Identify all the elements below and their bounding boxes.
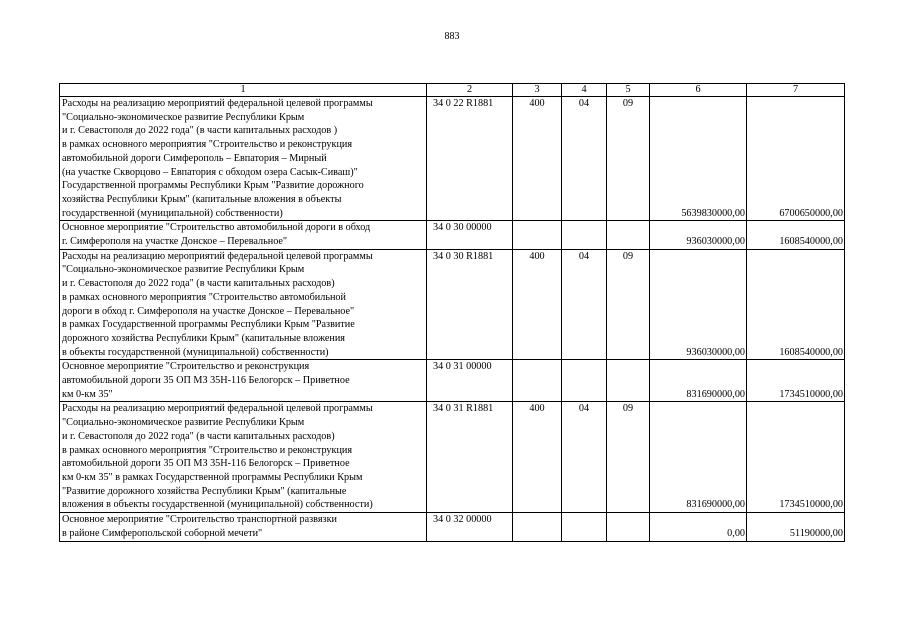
row-code-cell: 34 0 22 R1881 [427, 97, 513, 221]
row-section-cell [562, 360, 607, 402]
column-header-5: 5 [607, 84, 650, 97]
row-section-cell: 04 [562, 97, 607, 221]
row-amount-7-cell: 1608540000,00 [747, 221, 845, 249]
row-name-cell: Основное мероприятие "Строительство транспортной развязки в районе Симферопольской соборной мечети" [60, 513, 427, 541]
row-amount-7-cell: 51190000,00 [747, 513, 845, 541]
column-header-7: 7 [747, 84, 845, 97]
row-subsection-cell [607, 360, 650, 402]
row-amount-6-cell: 831690000,00 [650, 360, 747, 402]
row-expense-type-cell: 400 [513, 97, 562, 221]
row-expense-type-cell: 400 [513, 402, 562, 513]
row-code-cell: 34 0 32 00000 [427, 513, 513, 541]
row-amount-6-cell: 936030000,00 [650, 221, 747, 249]
row-amount-7-cell: 1734510000,00 [747, 402, 845, 513]
row-code-cell: 34 0 31 00000 [427, 360, 513, 402]
row-amount-7-cell: 1608540000,00 [747, 249, 845, 360]
row-amount-6-cell: 831690000,00 [650, 402, 747, 513]
table-row [60, 360, 845, 402]
row-amount-7-cell: 1734510000,00 [747, 360, 845, 402]
row-subsection-cell [607, 513, 650, 541]
row-expense-type-cell [513, 360, 562, 402]
table-row [60, 97, 845, 221]
row-amount-6-cell: 0,00 [650, 513, 747, 541]
column-header-4: 4 [562, 84, 607, 97]
row-section-cell: 04 [562, 249, 607, 360]
row-name-cell: Расходы на реализацию мероприятий федеральной целевой программы "Социально-экономическое развитие Республики Крым и г. Севастополя до 2022 года" (в части капитальных расходов ) в рамках основного мероприятия "Строительство и реконструкция автомобильной дороги Симферополь – Евпатория – Мирный (на участке Скворцово – Евпатория с обходом озера Сасык-Сиваш)" Государственной программы Республики Крым "Развитие дорожного хозяйства Республики Крым" (капитальные вложения в объекты государственной (муниципальной) собственности) [60, 97, 427, 221]
row-name-cell: Основное мероприятие "Строительство автомобильной дороги в обход г. Симферополя на участке Донское – Перевальное" [60, 221, 427, 249]
row-subsection-cell: 09 [607, 97, 650, 221]
row-expense-type-cell: 400 [513, 249, 562, 360]
row-code-cell: 34 0 30 00000 [427, 221, 513, 249]
row-amount-7-cell: 6700650000,00 [747, 97, 845, 221]
header-row [60, 84, 845, 97]
row-code-cell: 34 0 30 R1881 [427, 249, 513, 360]
row-section-cell: 04 [562, 402, 607, 513]
table-row [60, 249, 845, 360]
row-expense-type-cell [513, 221, 562, 249]
column-header-6: 6 [650, 84, 747, 97]
row-subsection-cell [607, 221, 650, 249]
table-body [60, 84, 845, 542]
row-section-cell [562, 221, 607, 249]
budget-table [59, 83, 845, 542]
row-subsection-cell: 09 [607, 402, 650, 513]
row-section-cell [562, 513, 607, 541]
table-row [60, 513, 845, 541]
row-subsection-cell: 09 [607, 249, 650, 360]
table-row [60, 221, 845, 249]
row-name-cell: Расходы на реализацию мероприятий федеральной целевой программы "Социально-экономическое развитие Республики Крым и г. Севастополя до 2022 года" (в части капитальных расходов) в рамках основного мероприятия "Строительство и реконструкция автомобильной дороги 35 ОП МЗ 35Н-116 Белогорск – Приветное км 0-км 35" в рамках Государственной программы Республики Крым "Развитие дорожного хозяйства Республики Крым" (капитальные вложения в объекты государственной (муниципальной) собственности) [60, 402, 427, 513]
row-code-cell: 34 0 31 R1881 [427, 402, 513, 513]
row-expense-type-cell [513, 513, 562, 541]
row-name-cell: Расходы на реализацию мероприятий федеральной целевой программы "Социально-экономическое развитие Республики Крым и г. Севастополя до 2022 года" (в части капитальных расходов) в рамках основного мероприятия "Строительство автомобильной дороги в обход г. Симферополя на участке Донское – Перевальное" в рамках Государственной программы Республики Крым "Развитие дорожного хозяйства Республики Крым" (капитальные вложения в объекты государственной (муниципальной) собственности) [60, 249, 427, 360]
page-number: 883 [444, 31, 460, 42]
column-header-3: 3 [513, 84, 562, 97]
table-row [60, 402, 845, 513]
column-header-2: 2 [427, 84, 513, 97]
row-amount-6-cell: 5639830000,00 [650, 97, 747, 221]
column-header-1: 1 [60, 84, 427, 97]
row-name-cell: Основное мероприятие "Строительство и реконструкция автомобильной дороги 35 ОП МЗ 35Н-116 Белогорск – Приветное км 0-км 35" [60, 360, 427, 402]
row-amount-6-cell: 936030000,00 [650, 249, 747, 360]
